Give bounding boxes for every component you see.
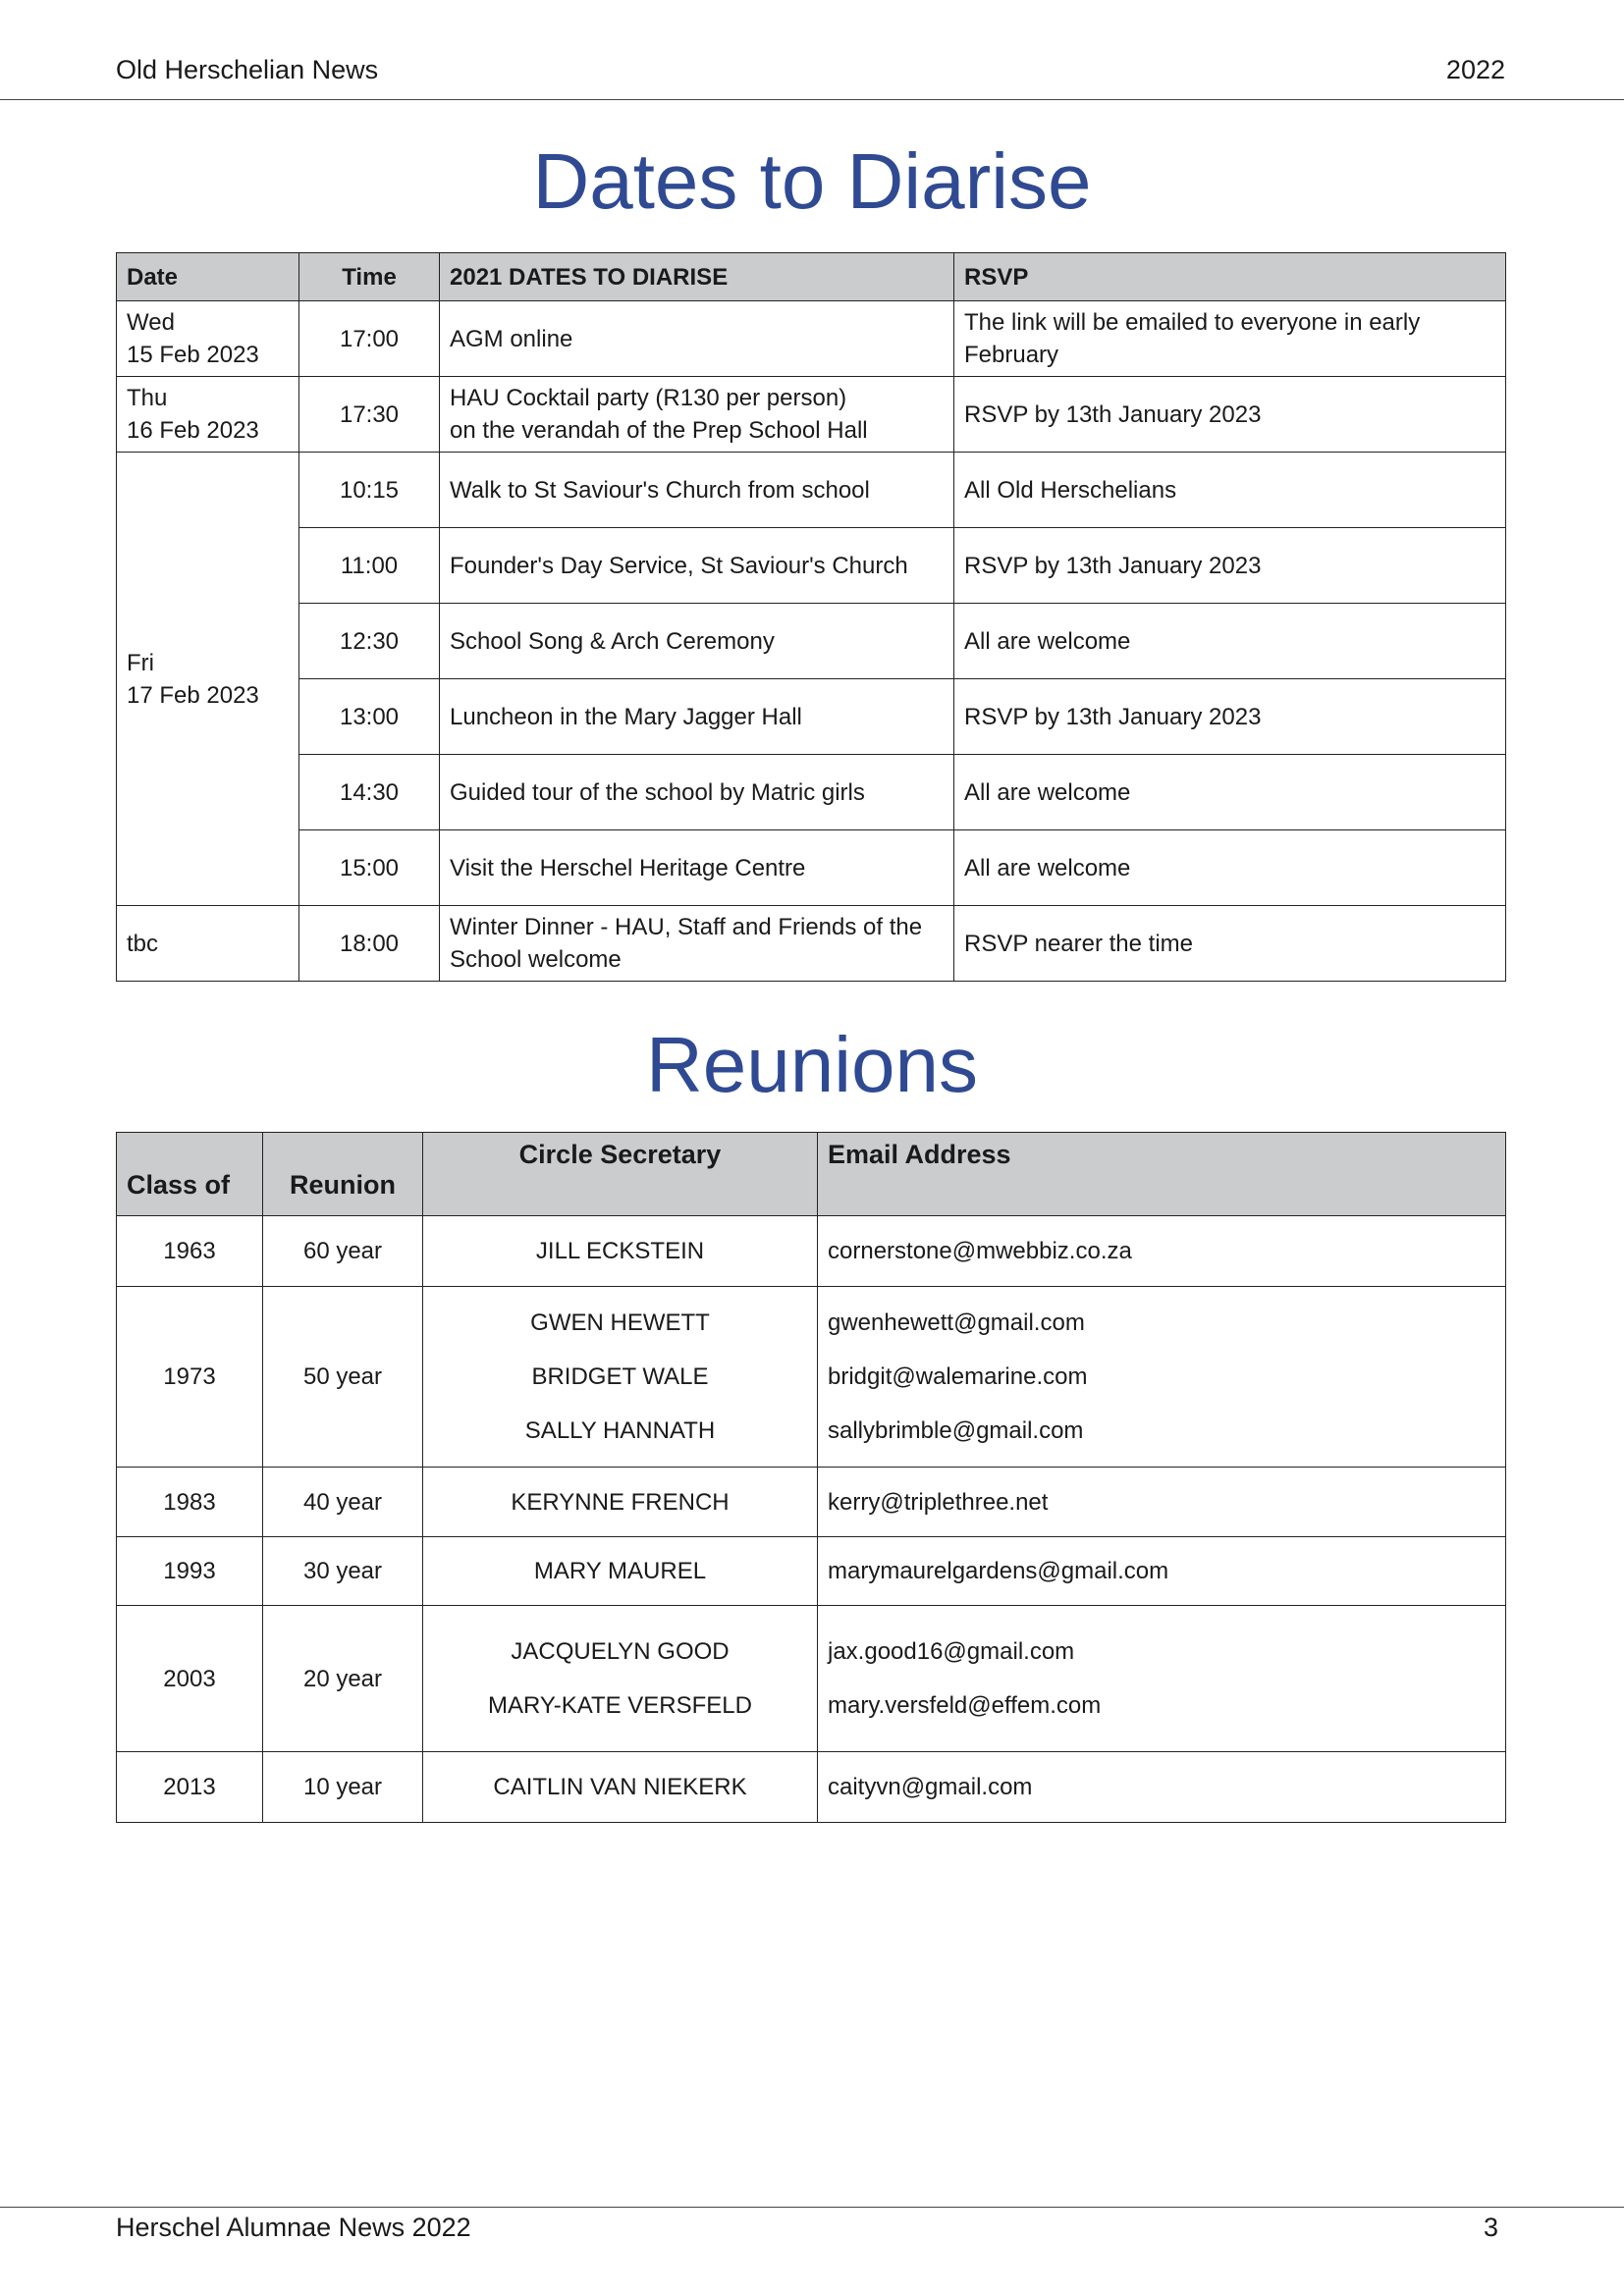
class-cell: 1983 xyxy=(117,1468,263,1537)
email-cell xyxy=(818,1752,1506,1823)
reunion-row xyxy=(117,1752,1506,1823)
reunion-cell: 60 year xyxy=(263,1216,423,1287)
event-cell xyxy=(440,528,954,604)
rsvp-cell xyxy=(954,906,1506,982)
reunion-cell: 50 year xyxy=(263,1287,423,1468)
event-cell xyxy=(440,377,954,453)
date-line: Thu xyxy=(127,385,168,411)
event-cell xyxy=(440,755,954,830)
event-line: AGM online xyxy=(450,325,573,352)
event-line: School Song & Arch Ceremony xyxy=(450,627,775,655)
time-cell: 10:15 xyxy=(299,453,440,528)
event-line: Founder's Day Service, St Saviour's Church xyxy=(450,552,908,579)
time-cell: 14:30 xyxy=(299,755,440,830)
date-cell xyxy=(117,301,299,377)
rsvp-line: All Old Herschelians xyxy=(964,476,1177,504)
secretary-cell xyxy=(423,1752,818,1823)
time-cell: 11:00 xyxy=(299,528,440,604)
dates-row xyxy=(117,453,1506,528)
col-date: Date xyxy=(117,253,299,301)
secretary-name: MARY MAUREL xyxy=(533,1558,707,1584)
dates-row xyxy=(117,377,1506,453)
email-address: jax.good16@gmail.com xyxy=(828,1638,1075,1665)
time-cell: 13:00 xyxy=(299,679,440,755)
secretary-cell xyxy=(423,1287,818,1468)
event-line: Visit the Herschel Heritage Centre xyxy=(450,854,806,881)
time-cell: 15:00 xyxy=(299,830,440,906)
rsvp-line: RSVP by 13th January 2023 xyxy=(964,552,1262,579)
rsvp-cell xyxy=(954,679,1506,755)
event-line: HAU Cocktail party (R130 per person) xyxy=(450,385,847,411)
dates-row xyxy=(117,830,1506,906)
email-cell xyxy=(818,1606,1506,1752)
event-cell xyxy=(440,301,954,377)
col-time: Time xyxy=(299,253,440,301)
dates-row xyxy=(117,604,1506,679)
event-cell xyxy=(440,679,954,755)
event-line: Luncheon in the Mary Jagger Hall xyxy=(450,703,802,730)
dates-row xyxy=(117,528,1506,604)
class-cell: 1993 xyxy=(117,1537,263,1606)
secretary-cell xyxy=(423,1606,818,1752)
reunions-header-row xyxy=(117,1133,1506,1216)
reunion-row xyxy=(117,1468,1506,1537)
event-line: on the verandah of the Prep School Hall xyxy=(450,417,868,444)
email-address: kerry@triplethree.net xyxy=(828,1488,1049,1516)
secretary-name: BRIDGET WALE xyxy=(531,1363,709,1390)
col-event: 2021 DATES TO DIARISE xyxy=(440,253,954,301)
col-email: Email Address xyxy=(818,1133,1506,1216)
reunion-row xyxy=(117,1537,1506,1606)
event-line: Walk to St Saviour's Church from school xyxy=(450,476,870,504)
secretary-name: GWEN HEWETT xyxy=(530,1309,710,1336)
reunion-row xyxy=(117,1287,1506,1468)
dates-row xyxy=(117,679,1506,755)
dates-row xyxy=(117,755,1506,830)
email-cell xyxy=(818,1216,1506,1287)
header-publication: Old Herschelian News xyxy=(116,55,379,84)
email-cell xyxy=(818,1537,1506,1606)
rsvp-cell xyxy=(954,755,1506,830)
rsvp-line: All are welcome xyxy=(964,778,1131,806)
email-address: cornerstone@mwebbiz.co.za xyxy=(828,1238,1132,1264)
event-cell xyxy=(440,604,954,679)
date-cell xyxy=(117,453,299,906)
rsvp-cell xyxy=(954,377,1506,453)
secretary-name: KERYNNE FRENCH xyxy=(511,1488,730,1516)
secretary-name: SALLY HANNATH xyxy=(524,1417,716,1444)
email-address: marymaurelgardens@gmail.com xyxy=(828,1558,1169,1584)
date-line: Fri xyxy=(127,649,154,676)
page-number: 3 xyxy=(1483,2213,1498,2242)
event-cell xyxy=(440,830,954,906)
rsvp-line: All are welcome xyxy=(964,627,1131,655)
date-cell xyxy=(117,377,299,453)
rsvp-line: The link will be emailed to everyone in early February xyxy=(964,309,1421,368)
header-divider xyxy=(0,99,1624,100)
secretary-cell xyxy=(423,1468,818,1537)
header-year: 2022 xyxy=(1445,55,1505,84)
time-cell: 17:30 xyxy=(299,377,440,453)
rsvp-cell xyxy=(954,830,1506,906)
reunion-row xyxy=(117,1216,1506,1287)
col-secretary: Circle Secretary xyxy=(423,1133,818,1216)
reunion-row xyxy=(117,1606,1506,1752)
secretary-name: MARY-KATE VERSFELD xyxy=(488,1692,752,1719)
dates-row xyxy=(117,301,1506,377)
dates-table xyxy=(116,252,1506,982)
secretary-name: JACQUELYN GOOD xyxy=(511,1638,730,1665)
reunion-cell: 30 year xyxy=(263,1537,423,1606)
col-reunion: Reunion xyxy=(263,1133,423,1216)
email-cell xyxy=(818,1287,1506,1468)
rsvp-line: RSVP by 13th January 2023 xyxy=(964,703,1262,730)
email-address: gwenhewett@gmail.com xyxy=(828,1309,1085,1336)
secretary-name: CAITLIN VAN NIEKERK xyxy=(493,1774,747,1800)
rsvp-cell xyxy=(954,604,1506,679)
rsvp-line: All are welcome xyxy=(964,854,1131,881)
reunion-cell: 20 year xyxy=(263,1606,423,1752)
col-rsvp: RSVP xyxy=(954,253,1506,301)
class-cell: 2013 xyxy=(117,1752,263,1823)
secretary-cell xyxy=(423,1537,818,1606)
email-address: bridgit@walemarine.com xyxy=(828,1363,1088,1390)
event-line: Guided tour of the school by Matric girls xyxy=(450,778,865,806)
time-cell: 12:30 xyxy=(299,604,440,679)
dates-row xyxy=(117,906,1506,982)
rsvp-cell xyxy=(954,453,1506,528)
time-cell: 17:00 xyxy=(299,301,440,377)
date-line: 17 Feb 2023 xyxy=(127,681,259,709)
class-cell: 1963 xyxy=(117,1216,263,1287)
date-line: 15 Feb 2023 xyxy=(127,342,259,368)
time-cell: 18:00 xyxy=(299,906,440,982)
secretary-name: JILL ECKSTEIN xyxy=(535,1238,705,1264)
secretary-cell xyxy=(423,1216,818,1287)
reunion-cell: 10 year xyxy=(263,1752,423,1823)
email-cell xyxy=(818,1468,1506,1537)
rsvp-line: RSVP nearer the time xyxy=(964,930,1194,957)
dates-header-row xyxy=(117,253,1506,301)
event-line: Winter Dinner - HAU, Staff and Friends of the School welcome xyxy=(450,914,923,973)
reunions-title: Reunions xyxy=(645,1021,978,1108)
footer-publication: Herschel Alumnae News 2022 xyxy=(116,2213,471,2242)
col-class: Class of xyxy=(117,1133,263,1216)
date-cell xyxy=(117,906,299,982)
date-line: Wed xyxy=(127,309,175,336)
footer-divider xyxy=(0,2207,1624,2208)
class-cell: 2003 xyxy=(117,1606,263,1752)
date-line: 16 Feb 2023 xyxy=(127,417,259,444)
email-address: caityvn@gmail.com xyxy=(828,1774,1033,1800)
email-address: sallybrimble@gmail.com xyxy=(828,1417,1084,1444)
event-cell xyxy=(440,453,954,528)
event-cell xyxy=(440,906,954,982)
class-cell: 1973 xyxy=(117,1287,263,1468)
date-line: tbc xyxy=(127,930,159,957)
reunion-cell: 40 year xyxy=(263,1468,423,1537)
reunions-table xyxy=(116,1132,1506,1823)
email-address: mary.versfeld@effem.com xyxy=(828,1692,1102,1719)
dates-title: Dates to Diarise xyxy=(532,137,1092,225)
rsvp-cell xyxy=(954,528,1506,604)
rsvp-line: RSVP by 13th January 2023 xyxy=(964,400,1262,428)
rsvp-cell xyxy=(954,301,1506,377)
